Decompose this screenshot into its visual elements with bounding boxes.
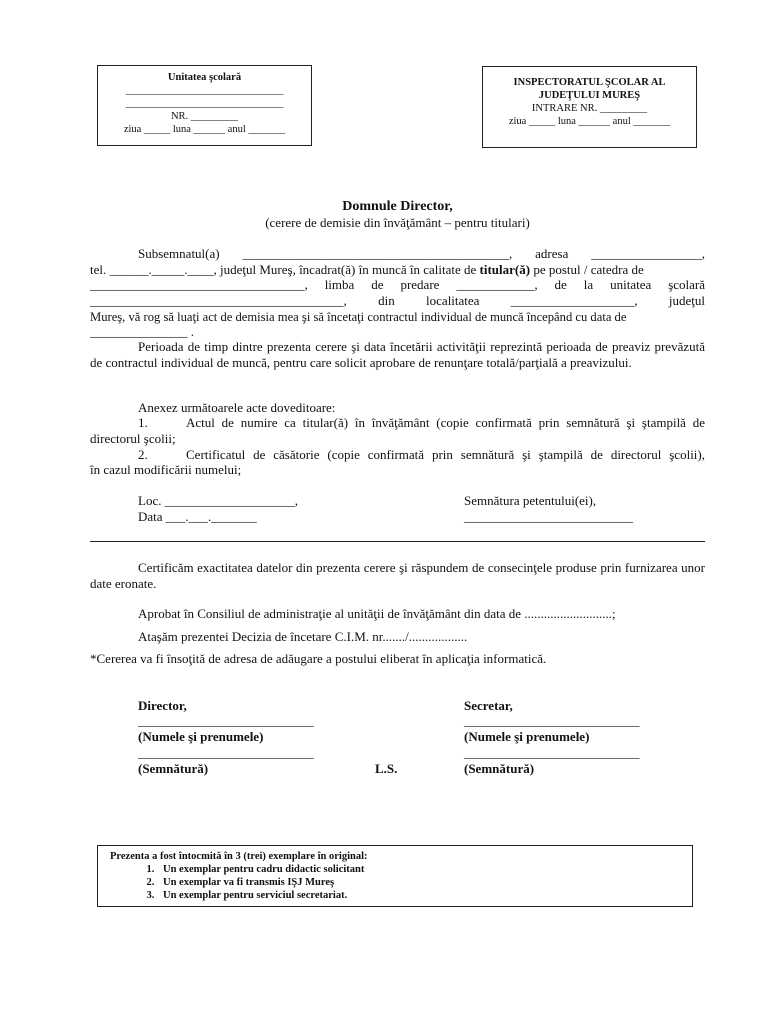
copies-item-2: 2. Un exemplar va fi transmis IŞJ Mureş	[157, 876, 692, 889]
preaviz-paragraph: Perioada de timp dintre prezenta cerere şi data încetării activităţii reprezintă perioada de preaviz prevăzută de contractul individual de muncă, pentru care solicit aprobare de renunţare totală/parţială a preavizului.	[90, 339, 705, 370]
body-line-3: _________________________________, limba de predare ____________, de la unitatea şcolară	[90, 277, 705, 292]
school-unit-title: Unitatea şcolară	[167, 72, 242, 83]
body-line-2-end: pe postul / catedra de	[530, 262, 644, 277]
director-signature-line[interactable]: ___________________________	[138, 745, 314, 760]
school-unit-box	[97, 65, 312, 146]
petitioner-signature-line[interactable]: __________________________	[464, 509, 633, 524]
body-line-6: _______________ .	[90, 324, 194, 339]
school-unit-line-1[interactable]: ______________________________	[125, 85, 284, 96]
attach-decision-line: Ataşăm prezentei Decizia de încetare C.I.M. nr......./..................	[138, 629, 468, 644]
isj-box	[482, 66, 697, 148]
approved-line: Aprobat în Consiliul de administraţie al unităţii de învăţământ din data de ...........................;	[138, 606, 616, 621]
petitioner-signature-label: Semnătura petentului(ei),	[464, 493, 597, 508]
secretary-name-line[interactable]: ___________________________	[464, 713, 640, 728]
director-signature-caption: (Semnătură)	[138, 761, 209, 776]
body-line-5: Mureş, vă rog să luaţi act de demisia mea şi să încetaţi contractul individual de muncă începând cu data de	[90, 310, 627, 324]
isj-title-1: INSPECTORATUL ŞCOLAR AL	[513, 77, 666, 88]
isj-intrare-nr[interactable]: INTRARE NR. _________	[531, 103, 648, 114]
secretary-signature-caption: (Semnătură)	[464, 761, 535, 776]
certify-paragraph: Certificăm exactitatea datelor din prezenta cerere şi răspundem de consecinţele produse prin furnizarea unor date eronate.	[90, 560, 705, 591]
isj-date[interactable]: ziua _____ luna ______ anul _______	[508, 116, 671, 127]
annex-item-2: Certificatul de căsătorie (copie confirmată prin semnătură şi ştampilă de directorul şcolii),	[186, 447, 705, 462]
secretary-name-caption: (Numele şi prenumele)	[464, 729, 590, 744]
director-name-caption: (Numele şi prenumele)	[138, 729, 264, 744]
annex-item-2-number: 2.	[138, 447, 148, 462]
school-unit-line-2[interactable]: ______________________________	[125, 98, 284, 109]
copies-title: Prezenta a fost întocmită în 3 (trei) exemplare în original:	[110, 851, 368, 862]
body-line-1: Subsemnatul(a) _________________________________________, adresa _________________,	[138, 246, 705, 261]
secretary-label: Secretar,	[464, 698, 513, 713]
ls-stamp-label: L.S.	[375, 761, 398, 776]
loc-field[interactable]: Loc. ____________________,	[138, 493, 298, 508]
section-divider	[90, 541, 705, 542]
school-unit-date[interactable]: ziua _____ luna ______ anul _______	[123, 124, 286, 135]
body-line-4: _______________________________________, din localitatea ___________________, judeţul	[90, 293, 705, 308]
copies-item-3: 3. Un exemplar pentru serviciul secretariat.	[157, 889, 692, 902]
secretary-signature-line[interactable]: ___________________________	[464, 745, 640, 760]
copies-item-1: 1. Un exemplar pentru cadru didactic solicitant	[157, 863, 692, 876]
copies-box	[97, 845, 693, 907]
document-subtitle: (cerere de demisie din învăţământ – pentru titulari)	[265, 215, 530, 230]
annex-item-1-cont: directorul şcolii;	[90, 431, 176, 446]
annex-item-1-number: 1.	[138, 415, 148, 430]
annex-item-2-cont: în cazul modificării numelui;	[90, 462, 242, 477]
copies-list	[110, 863, 692, 902]
titular-label: titular(ă)	[479, 262, 531, 277]
document-title: Domnule Director,	[342, 199, 453, 214]
isj-title-2: JUDEŢULUI MUREŞ	[538, 90, 641, 101]
date-field[interactable]: Data ___.___._______	[138, 509, 257, 524]
annex-heading: Anexez următoarele acte doveditoare:	[138, 400, 336, 415]
director-name-line[interactable]: ___________________________	[138, 713, 314, 728]
school-unit-nr[interactable]: NR. _________	[170, 111, 239, 122]
footnote: *Cererea va fi însoţită de adresa de adăugare a postului eliberat în aplicaţia informatică.	[90, 651, 547, 666]
body-line-2	[90, 262, 705, 278]
annex-item-1: Actul de numire ca titular(ă) în învăţământ (copie confirmată prin semnătură şi ştampilă de	[186, 415, 705, 430]
director-label: Director,	[138, 698, 187, 713]
body-line-2-start: tel. ______._____.____, judeţul Mureş, încadrat(ă) în muncă în calitate de	[90, 262, 480, 277]
